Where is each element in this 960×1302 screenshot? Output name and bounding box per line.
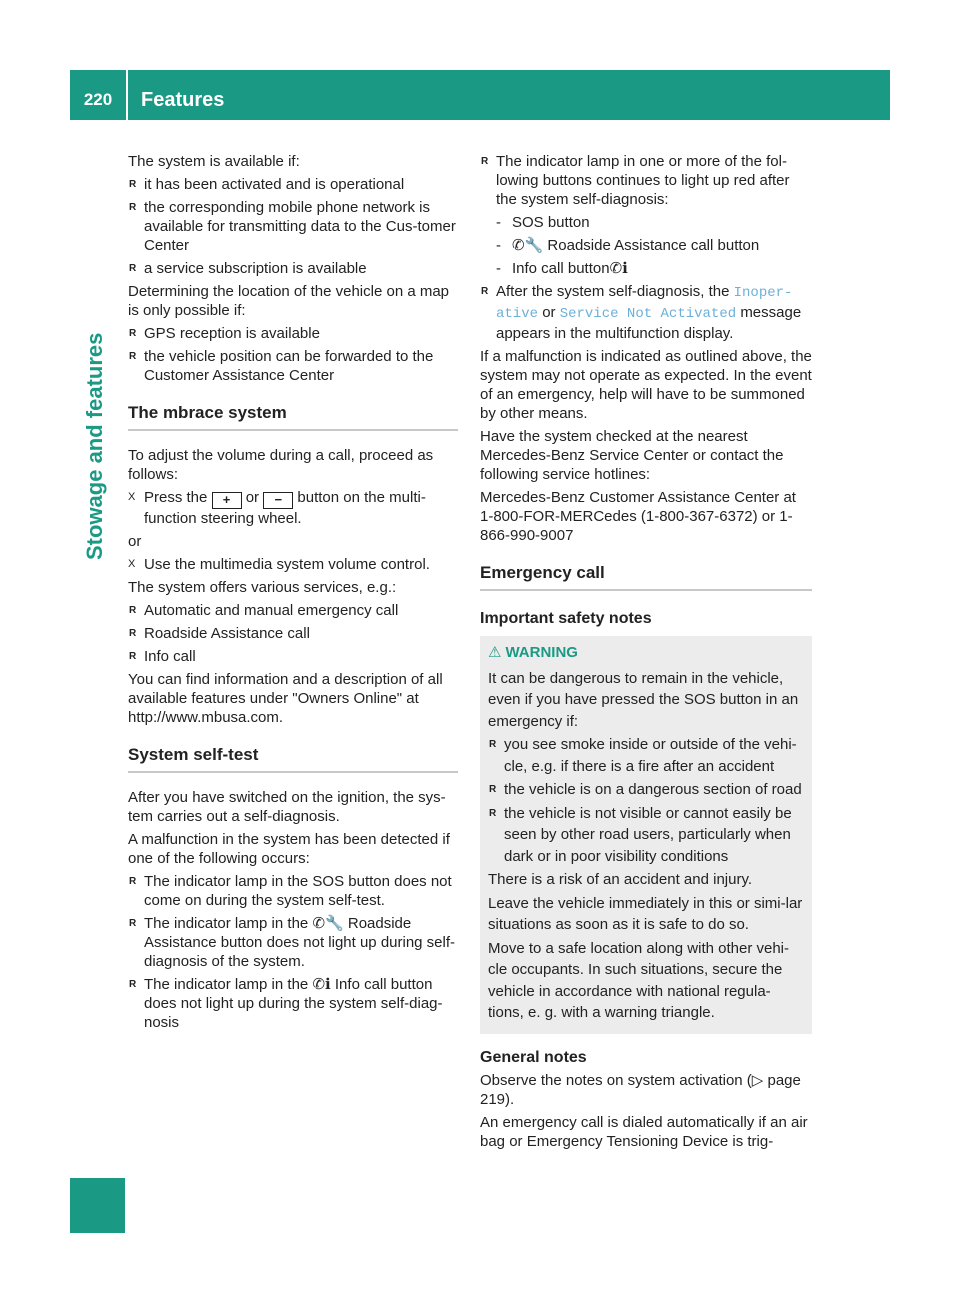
side-tab-block <box>70 1178 125 1233</box>
bullet-icon: R <box>129 918 137 929</box>
bullet-icon: R <box>129 628 137 639</box>
step-item: X Press the + or − button on the multi-function steering wheel. <box>128 489 426 527</box>
step-arrow-icon: X <box>128 491 136 503</box>
paragraph: Move to a safe location along with other vehi-cle occupants. In such situations, secure the vehicle in accordance with national regula-tions, e. g. with a warning triangle. <box>488 939 790 1021</box>
warning-title: ⚠ WARNING <box>488 642 804 664</box>
bullet-icon: R <box>481 156 489 167</box>
bullet-icon: R <box>129 263 137 274</box>
step-arrow-icon: X <box>128 558 136 570</box>
paragraph: or <box>128 533 142 550</box>
list-item: R Info call <box>129 648 196 665</box>
sub-list-item: - Info call button✆ℹ <box>496 260 628 277</box>
list-item: R a service subscription is available <box>129 260 367 277</box>
page-number: 220 <box>83 90 113 109</box>
dash-icon: - <box>496 237 501 254</box>
paragraph: After you have switched on the ignition, the sys-tem carries out a self-diagnosis. <box>128 789 446 825</box>
display-message-inoperative: Inoper-ative <box>496 285 793 322</box>
list-item: R GPS reception is available <box>129 325 320 342</box>
page-header <box>70 70 890 120</box>
display-message-service-not-activated: Service Not Activated <box>559 306 737 322</box>
heading-emergency-call: Emergency call <box>480 555 812 591</box>
list-item: R Roadside Assistance call <box>129 625 310 642</box>
bullet-icon: R <box>129 979 137 990</box>
bullet-icon: R <box>129 351 137 362</box>
bullet-icon: R <box>129 876 137 887</box>
bullet-icon: R <box>489 739 497 750</box>
bullet-icon: R <box>129 328 137 339</box>
paragraph: Have the system checked at the nearest Mercedes-Benz Service Center or contact the following service hotlines: <box>480 428 784 483</box>
side-tab-label: Stowage and features <box>82 332 107 560</box>
list-item: R the vehicle is on a dangerous section of road <box>488 779 804 801</box>
list-item: R Automatic and manual emergency call <box>129 602 399 619</box>
dash-icon: - <box>496 214 501 231</box>
paragraph: A malfunction in the system has been detected if one of the following occurs: <box>128 831 450 867</box>
roadside-assistance-icon: ✆🔧 <box>512 237 544 254</box>
paragraph: If a malfunction is indicated as outlined above, the system may not operate as expected. In the event of an emergency, help will have to be summoned by other means. <box>480 348 812 422</box>
paragraph: Leave the vehicle immediately in this or simi-lar situations as soon as it is safe to do so. <box>488 894 803 933</box>
info-call-icon: ✆ℹ <box>609 260 628 277</box>
plus-key-icon: + <box>212 492 242 509</box>
paragraph: Determining the location of the vehicle on a map is only possible if: <box>128 283 450 319</box>
paragraph: The system is available if: <box>128 153 300 170</box>
sub-list-item: - SOS button <box>496 214 590 231</box>
bullet-icon: R <box>129 202 137 213</box>
warning-box <box>480 636 812 1034</box>
list-item: R The indicator lamp in one or more of the fol-lowing buttons continues to light up red after the system self-diagnosis: <box>481 153 790 208</box>
paragraph: There is a risk of an accident and injury. <box>488 871 753 888</box>
bullet-icon: R <box>481 286 489 297</box>
sub-list-item: - ✆🔧 Roadside Assistance call button <box>496 237 760 254</box>
warning-triangle-icon: ⚠ <box>488 644 502 661</box>
list-item: R The indicator lamp in the ✆ℹ Info call button does not light up during the system self-diag-nosis <box>129 976 443 1031</box>
list-item: R The indicator lamp in the ✆🔧 Roadside Assistance button does not light up during self-diagnosis of the system. <box>129 915 456 970</box>
paragraph: Mercedes-Benz Customer Assistance Center at 1-800-FOR-MERCedes (1-800-367-6372) or 1-866-990-9007 <box>480 489 796 544</box>
info-call-icon: ✆ℹ <box>312 976 331 993</box>
list-item: R the vehicle position can be forwarded to the Customer Assistance Center <box>129 348 434 384</box>
list-item: R you see smoke inside or outside of the vehi-cle, e.g. if there is a fire after an accident <box>489 736 797 775</box>
roadside-assistance-icon: ✆🔧 <box>312 915 344 932</box>
list-item: R the corresponding mobile phone network is available for transmitting data to the Cus-tomer Center <box>129 199 456 254</box>
paragraph: You can find information and a description of all available features under "Owners Online" at http://www.mbusa.com. <box>128 671 443 726</box>
list-item: R The indicator lamp in the SOS button does not come on during the system self-test. <box>129 873 452 909</box>
bullet-icon: R <box>129 605 137 616</box>
heading-general-notes: General notes <box>480 1048 587 1066</box>
bullet-icon: R <box>129 651 137 662</box>
paragraph: To adjust the volume during a call, proceed as follows: <box>128 447 434 483</box>
paragraph: The system offers various services, e.g.: <box>128 579 397 596</box>
paragraph-page-reference: Observe the notes on system activation (▷ page 219). <box>480 1071 801 1108</box>
step-item: X Use the multimedia system volume control. <box>128 556 430 573</box>
heading-important-safety-notes: Important safety notes <box>480 610 652 627</box>
heading-system-self-test: System self-test <box>128 737 458 773</box>
header-divider <box>126 70 128 120</box>
dash-icon: - <box>496 260 501 277</box>
minus-key-icon: − <box>263 492 293 509</box>
list-item: R After the system self-diagnosis, the Inoper-ative or Service Not Activated message appears in the multifunction display. <box>481 283 802 342</box>
right-column <box>480 152 812 1155</box>
bullet-icon: R <box>489 784 497 795</box>
left-column <box>128 152 458 1036</box>
section-title: Features <box>141 89 225 111</box>
list-item: R the vehicle is not visible or cannot easily be seen by other road users, particularly when dark or in poor visibility conditions <box>489 804 792 865</box>
paragraph: It can be dangerous to remain in the vehicle, even if you have pressed the SOS button in an emergency if: <box>488 669 799 730</box>
bullet-icon: R <box>489 807 497 819</box>
paragraph: An emergency call is dialed automatically if an air bag or Emergency Tensioning Device is trig- <box>480 1113 808 1150</box>
list-item: R it has been activated and is operational <box>129 176 405 193</box>
heading-mbrace-system: The mbrace system <box>128 395 458 431</box>
bullet-icon: R <box>129 179 137 190</box>
